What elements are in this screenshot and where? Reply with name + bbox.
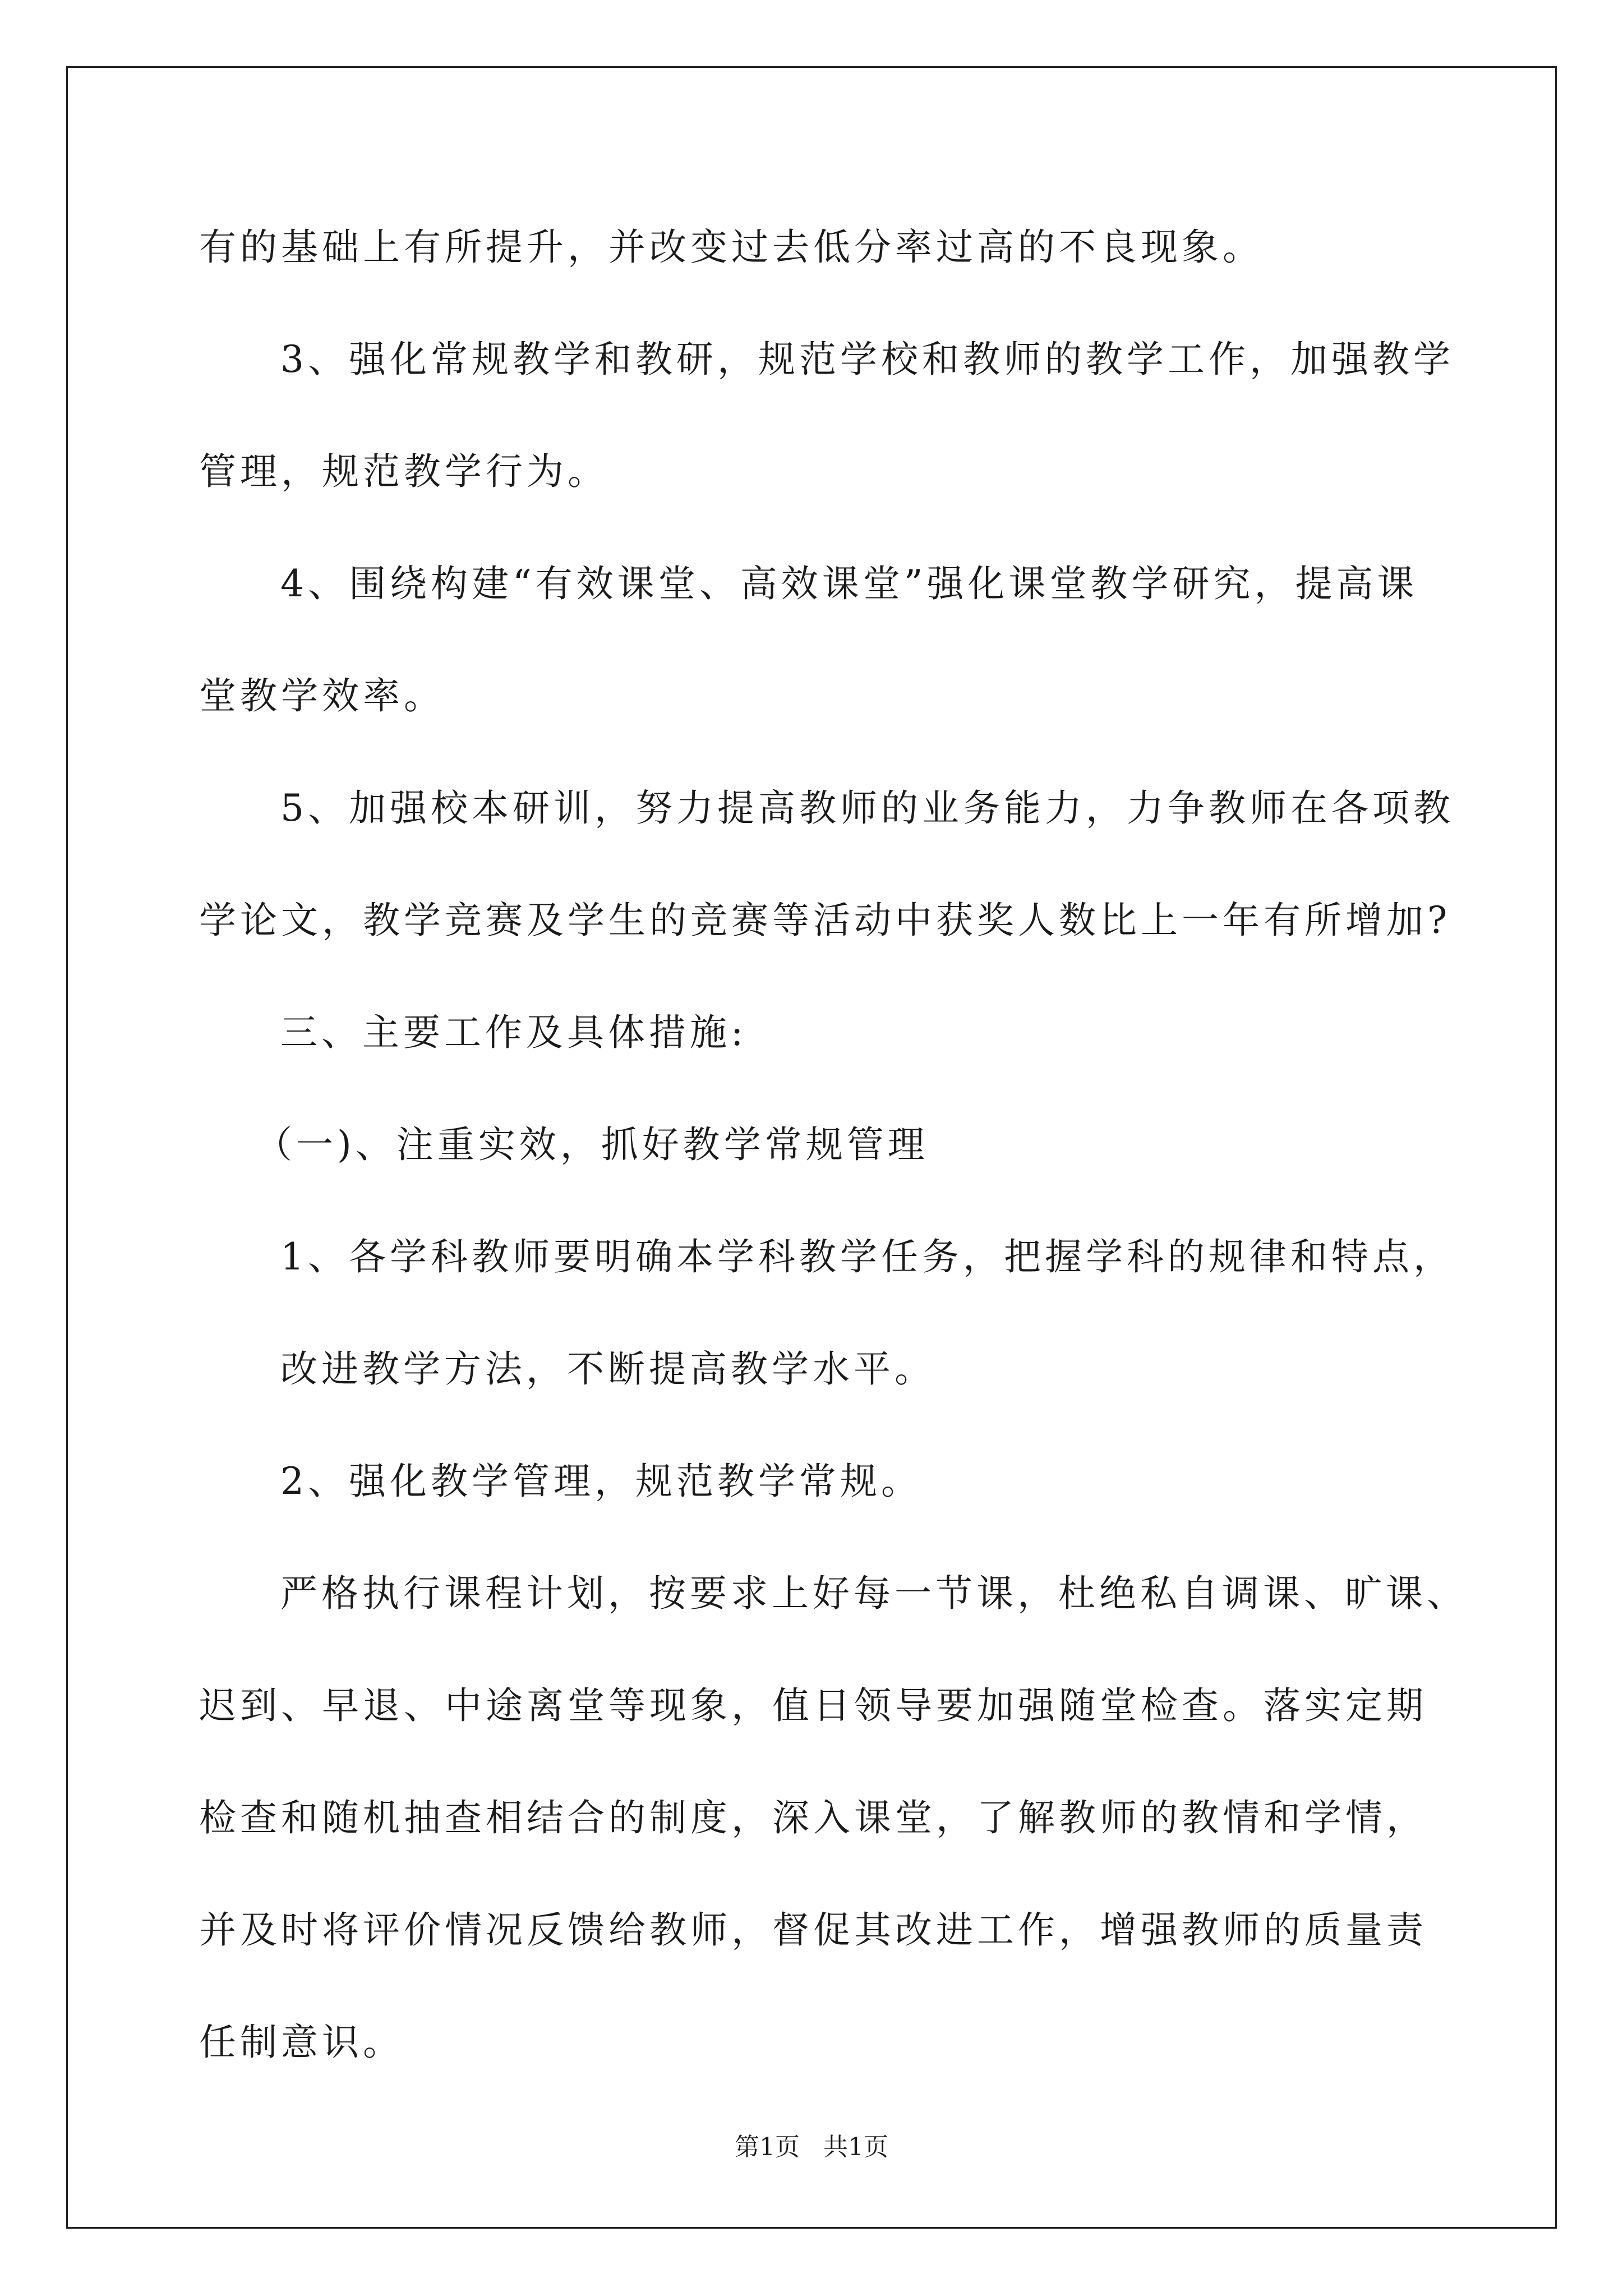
section-heading: 三、主要工作及具体措施:	[280, 1011, 748, 1054]
paragraph-item-4: 4、围绕构建“有效课堂、高效课堂”强化课堂教学研究，提高课	[280, 562, 1418, 605]
body-line: 堂教学效率。	[199, 674, 445, 717]
body-line: 学论文，教学竞赛及学生的竞赛等活动中获奖人数比上一年有所增加?	[199, 899, 1451, 942]
page-number-footer: 第1页 共1页	[735, 2133, 888, 2161]
paragraph-item-5: 5、加强校本研训，努力提高教师的业务能力，力争教师在各项教	[280, 786, 1454, 830]
body-line: 迟到、早退、中途离堂等现象，值日领导要加强随堂检查。落实定期	[199, 1684, 1427, 1727]
paragraph-item-3: 3、强化常规教学和教研，规范学校和教师的教学工作，加强教学	[280, 338, 1454, 381]
subsection-heading: （一)、注重实效，抓好教学常规管理	[255, 1123, 929, 1166]
body-line: 改进教学方法，不断提高教学水平。	[280, 1347, 935, 1391]
body-line: 并及时将评价情况反馈给教师，督促其改进工作，增强教师的质量责	[199, 1908, 1427, 1952]
paragraph-item-2: 2、强化教学管理，规范教学常规。	[280, 1460, 922, 1503]
body-line: 管理，规范教学行为。	[199, 450, 608, 493]
body-line: 任制意识。	[199, 2021, 404, 2064]
paragraph-item-1: 1、各学科教师要明确本学科教学任务，把握学科的规律和特点，	[280, 1235, 1454, 1278]
body-line: 检查和随机抽查相结合的制度，深入课堂，了解教师的教情和学情，	[199, 1796, 1427, 1839]
paragraph-start: 严格执行课程计划，按要求上好每一节课，杜绝私自调课、旷课、	[280, 1572, 1468, 1615]
body-line: 有的基础上有所提升，并改变过去低分率过高的不良现象。	[199, 226, 1264, 269]
